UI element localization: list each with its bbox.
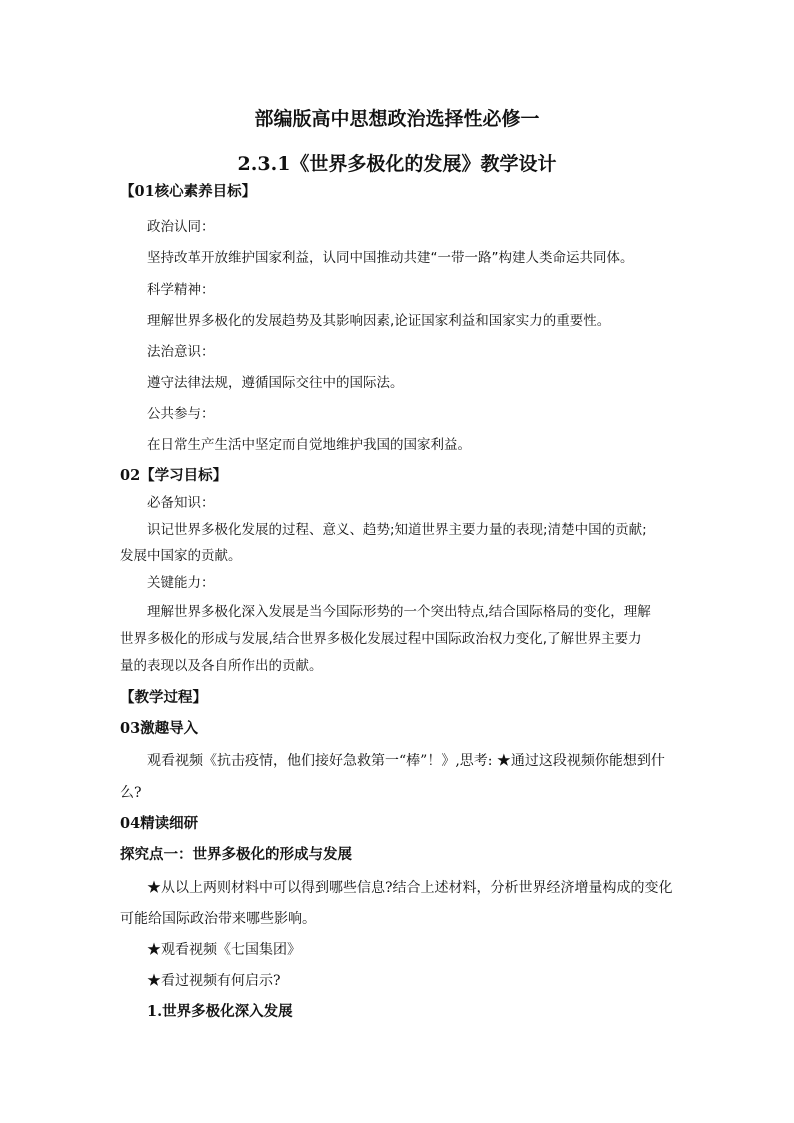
text-required-knowledge-1: 识记世界多极化发展的过程、意义、趋势;知道世界主要力量的表现;清楚中国的贡献;	[147, 522, 647, 538]
text-key-ability-3: 量的表现以及各自所作出的贡献。	[120, 658, 323, 674]
text-public-participation: 在日常生产生活中坚定而自觉地维护我国的国家利益。	[147, 437, 471, 453]
label-public-participation: 公共参与：	[147, 406, 215, 422]
text-question-1b: 可能给国际政治带来哪些影响。	[120, 911, 316, 927]
section-heading-core-literacy: 【01核心素养目标】	[120, 183, 257, 200]
text-scientific-spirit: 理解世界多极化的发展趋势及其影响因素,论证国家利益和国家实力的重要性。	[147, 313, 611, 329]
label-required-knowledge: 必备知识：	[147, 495, 215, 511]
heading-subsection-1: 1.世界多极化深入发展	[147, 1003, 293, 1020]
label-political-identity: 政治认同：	[147, 219, 215, 235]
label-rule-of-law: 法治意识：	[147, 344, 215, 360]
text-question-3: ★看过视频有何启示?	[147, 973, 281, 989]
heading-close-reading: 04精读细研	[120, 815, 199, 832]
heading-intro: 03激趣导入	[120, 720, 199, 737]
text-rule-of-law: 遵守法律法规，遵循国际交往中的国际法。	[147, 375, 404, 391]
heading-inquiry-one: 探究点一：世界多极化的形成与发展	[120, 846, 352, 863]
text-intro-2: 么?	[120, 785, 142, 801]
text-key-ability-2: 世界多极化的形成与发展,结合世界多极化发展过程中国际政治权力变化,了解世界主要力	[120, 631, 642, 647]
text-key-ability-1: 理解世界多极化深入发展是当今国际形势的一个突出特点,结合国际格局的变化，理解	[147, 604, 651, 620]
document-subtitle: 2.3.1《世界多极化的发展》教学设计	[237, 153, 557, 175]
text-intro-1: 观看视频《抗击疫情，他们接好急救第一“棒”！》,思考: ★通过这段视频你能想到什	[147, 753, 665, 769]
label-scientific-spirit: 科学精神：	[147, 282, 215, 298]
text-required-knowledge-2: 发展中国家的贡献。	[120, 548, 242, 564]
section-heading-learning-goals: 02【学习目标】	[120, 467, 228, 484]
text-political-identity: 坚持改革开放维护国家利益，认同中国推动共建“一带一路”构建人类命运共同体。	[147, 250, 634, 266]
label-key-ability: 关键能力：	[147, 575, 215, 591]
text-question-1a: ★从以上两则材料中可以得到哪些信息?结合上述材料，分析世界经济增量构成的变化	[147, 880, 673, 896]
text-question-2: ★观看视频《七国集团》	[147, 942, 301, 958]
section-heading-teaching-process: 【教学过程】	[120, 689, 207, 706]
document-title: 部编版高中思想政治选择性必修一	[254, 108, 540, 130]
